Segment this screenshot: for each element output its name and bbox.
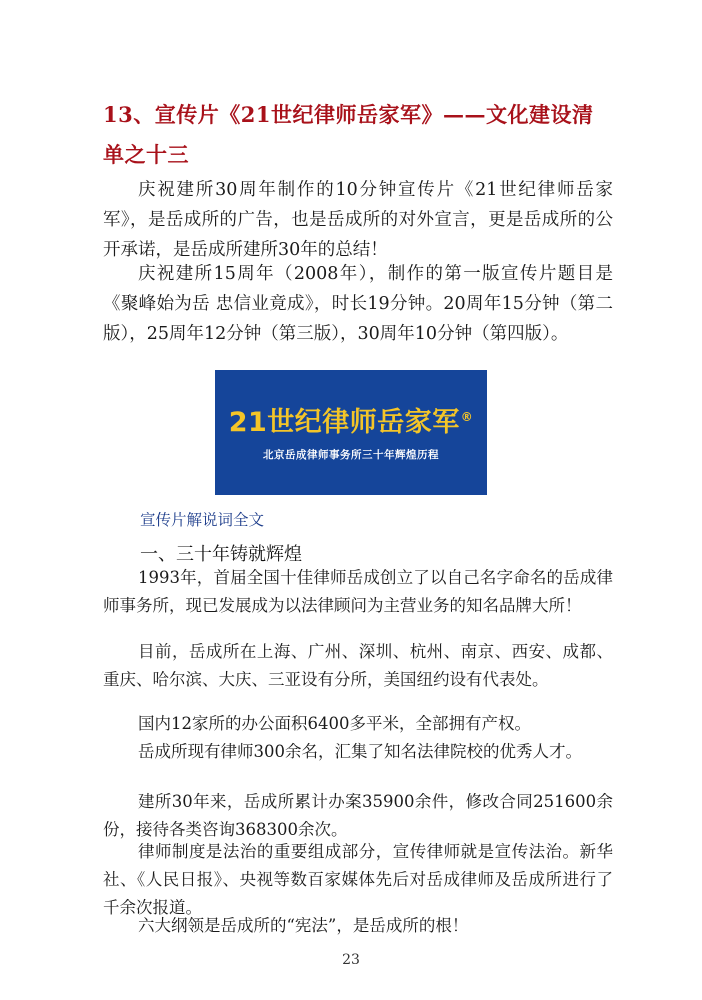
narration-paragraph: 目前，岳成所在上海、广州、深圳、杭州、南京、西安、成都、重庆、哈尔滨、大庆、三亚设有分所，美国纽约设有代表处。 <box>103 642 613 689</box>
promo-film-banner-image <box>215 370 487 495</box>
narration-paragraph: 1993年，首届全国十佳律师岳成创立了以自己名字命名的岳成律师事务所，现已发展成为以法律顾问为主营业务的知名品牌大所！ <box>103 568 613 615</box>
banner-subtitle: 北京岳成律师事务所三十年辉煌历程 <box>263 449 439 461</box>
registered-mark-icon: ® <box>460 410 474 424</box>
page-number: 23 <box>342 952 360 968</box>
article-title: 13、宣传片《21世纪律师岳家军》——文化建设清单之十三 <box>103 102 594 167</box>
intro-paragraph: 庆祝建所30周年制作的10分钟宣传片《21世纪律师岳家军》，是岳成所的广告，也是岳成所的对外宣言，更是岳成所的公开承诺，是岳成所建所30年的总结！ <box>103 180 613 260</box>
narration-paragraph: 岳成所现有律师300余名，汇集了知名法律院校的优秀人才。 <box>138 742 582 761</box>
section-label: 宣传片解说词全文 <box>140 511 265 529</box>
banner-title-text: 21世纪律师岳家军 <box>228 407 460 438</box>
narration-paragraph: 六大纲领是岳成所的“宪法”，是岳成所的根！ <box>138 916 469 935</box>
banner-title <box>215 400 487 439</box>
intro-paragraph: 庆祝建所15周年（2008年），制作的第一版宣传片题目是《聚峰始为岳 忠信业竟成》，时长19分钟。20周年15分钟（第二版），25周年12分钟（第三版），30周年10分钟（第四版）。 <box>103 264 613 344</box>
section-heading: 一、三十年铸就辉煌 <box>140 544 302 565</box>
narration-paragraph: 律师制度是法治的重要组成部分，宣传律师就是宣传法治。新华社、《人民日报》、央视等数百家媒体先后对岳成律师及岳成所进行了千余次报道。 <box>103 842 613 917</box>
narration-paragraph: 国内12家所的办公面积6400多平米，全部拥有产权。 <box>138 714 531 733</box>
narration-paragraph: 建所30年来，岳成所累计办案35900余件，修改合同251600余份，接待各类咨询368300余次。 <box>103 792 613 839</box>
